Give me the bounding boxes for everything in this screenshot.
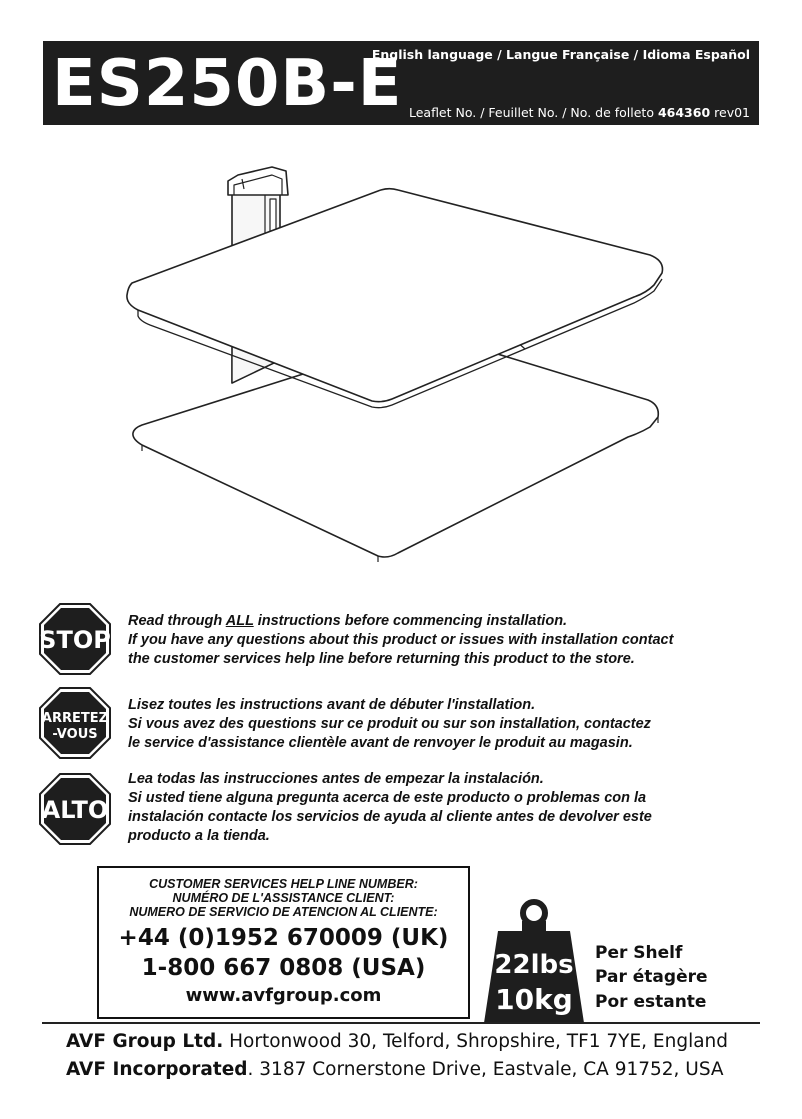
notice-es (128, 770, 652, 846)
per-shelf-fr: Par étagère (595, 967, 708, 987)
notice-en (128, 612, 673, 669)
leaflet-number (409, 105, 750, 120)
per-shelf-en: Per Shelf (595, 943, 683, 963)
company-usa: AVF Incorporated (66, 1059, 248, 1080)
leaflet-id: 464360 (657, 105, 711, 120)
notice-en-line2: If you have any questions about this product or issues with installation contact (128, 632, 674, 648)
helpline-box (97, 866, 470, 1019)
address-usa: AVF Incorporated. 3187 Cornerstone Drive, Eastvale, CA 91752, USA (66, 1059, 724, 1080)
notice-en-line1: Read through ALL instructions before commencing installation. (128, 613, 568, 629)
notice-es-line2: Si usted tiene alguna pregunta acerca de este producto o problemas con la (128, 790, 647, 806)
weight-lbs: 22lbs (494, 950, 574, 980)
languages-label: English language / Langue Française / Idioma Español (371, 47, 750, 62)
notice-fr-line1: Lisez toutes les instructions avant de débuter l'installation. (128, 697, 536, 713)
revision: rev01 (714, 105, 750, 120)
notice-es-line4: producto a la tienda. (128, 828, 270, 844)
notice-en-line3: the customer services help line before returning this product to the store. (128, 651, 635, 667)
helpline-caption-es: NUMERO DE SERVICIO DE ATENCION AL CLIENTE: (129, 905, 438, 919)
phone-uk: +44 (0)1952 670009 (UK) (118, 925, 449, 951)
stop-sign-text: STOP (39, 626, 111, 654)
notice-es-line3: instalación contacte los servicios de ayuda al cliente antes de devolver este (128, 809, 652, 825)
alto-sign-text: ALTO (41, 796, 109, 824)
shelf-illustration (120, 155, 680, 575)
address-uk: AVF Group Ltd. Hortonwood 30, Telford, Shropshire, TF1 7YE, England (66, 1031, 729, 1052)
helpline-caption-fr: NUMÉRO DE L'ASSISTANCE CLIENT: (172, 891, 395, 905)
per-shelf-es: Por estante (595, 992, 707, 1012)
notice-fr-line2: Si vous avez des questions sur ce produit ou sur son installation, contactez (128, 716, 651, 732)
arretez-sign-icon (38, 686, 112, 760)
notice-fr-line3: le service d'assistance clientèle avant de renvoyer le produit au magasin. (128, 735, 633, 751)
website-link: www.avfgroup.com (185, 985, 382, 1006)
model-number: ES250B-E (52, 47, 403, 121)
notice-es-line1: Lea todas las instrucciones antes de empezar la instalación. (128, 771, 544, 787)
alto-sign-icon (38, 772, 112, 846)
notice-fr (128, 696, 651, 753)
company-uk: AVF Group Ltd. (66, 1031, 224, 1052)
arretez-sign-text: ARRETEZ (41, 711, 109, 726)
leaflet-label: Leaflet No. / Feuillet No. / No. de folleto (408, 105, 654, 120)
helpline-caption-en: CUSTOMER SERVICES HELP LINE NUMBER: (149, 877, 418, 891)
footer-divider (42, 1022, 760, 1024)
weight-kg: 10kg (495, 983, 573, 1016)
weight-icon (484, 897, 584, 1023)
stop-sign-icon (38, 602, 112, 676)
phone-usa: 1-800 667 0808 (USA) (141, 955, 426, 981)
vous-sign-text: -VOUS (52, 727, 98, 742)
